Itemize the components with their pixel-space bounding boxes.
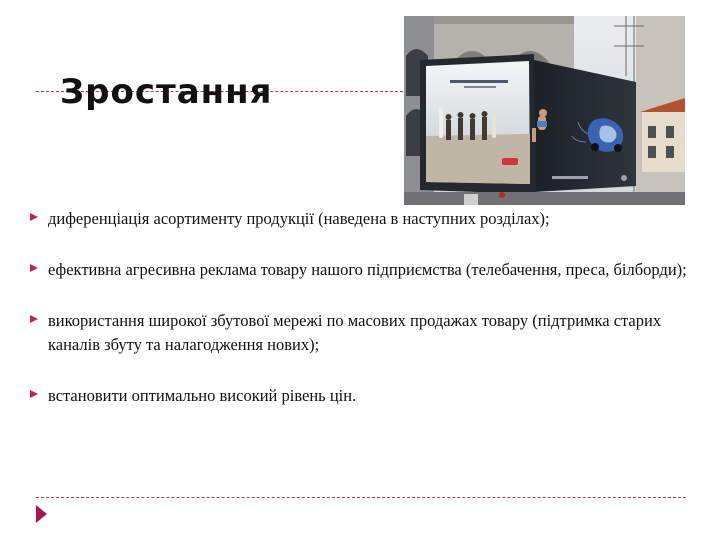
bullet-item [26, 207, 691, 231]
bullet-arrow-icon [30, 264, 38, 272]
billboard-photo [404, 16, 685, 205]
footer-divider [36, 497, 686, 498]
bullet-item [26, 309, 691, 357]
bullet-arrow-icon [30, 213, 38, 221]
bullet-text: ефективна агресивна реклама товару нашого підприємства (телебачення, преса, білборди); [48, 260, 687, 279]
bullet-arrow-icon [30, 315, 38, 323]
bullet-text: диференціація асортименту продукції (наведена в наступних розділах); [48, 209, 550, 228]
bullet-arrow-icon [30, 390, 38, 398]
next-slide-arrow-icon[interactable] [36, 505, 47, 523]
slide-title: Зростання [60, 72, 273, 112]
bullet-text: використання широкої збутової мережі по масових продажах товару (підтримка старих каналів збуту та налагодження нових); [48, 311, 662, 354]
bullet-list [26, 207, 691, 408]
bullet-item [26, 258, 691, 282]
bullet-text: встановити оптимально високий рівень цін. [48, 386, 357, 405]
bullet-item [26, 384, 691, 408]
